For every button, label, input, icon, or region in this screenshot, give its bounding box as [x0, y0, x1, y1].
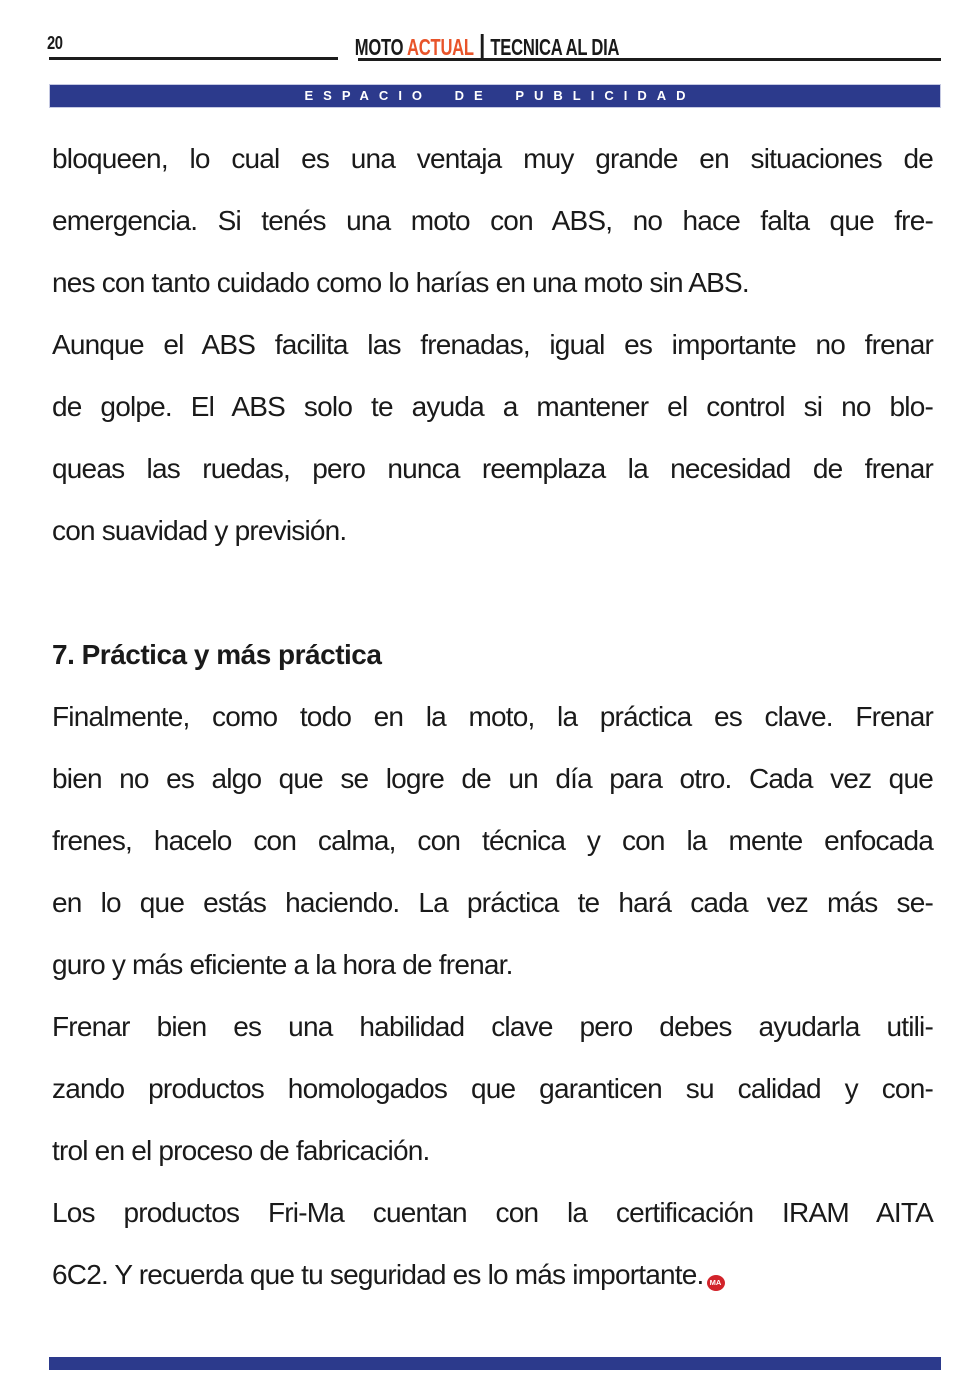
- body-line: frenes, hacelo con calma, con técnica y con la mente enfocada: [52, 825, 933, 856]
- body-line: Los productos Fri-Ma cuentan con la certificación IRAM AITA: [52, 1197, 933, 1228]
- page-number: 20: [47, 33, 63, 53]
- magazine-end-badge-icon: MA: [707, 1275, 725, 1291]
- body-line: queas las ruedas, pero nunca reemplaza la necesidad de frenar: [52, 453, 933, 484]
- advertising-banner: [49, 84, 941, 108]
- advertising-banner-label: ESPACIO DE PUBLICIDAD: [304, 88, 696, 103]
- header-separator-bar: [481, 34, 484, 60]
- body-line-text: 6C2. Y recuerda que tu seguridad es lo más importante.: [52, 1259, 704, 1290]
- body-line: Frenar bien es una habilidad clave pero debes ayudarla utili-: [52, 1011, 933, 1042]
- article-body: [52, 128, 933, 1306]
- body-line: nes con tanto cuidado como lo harías en una moto sin ABS.: [52, 267, 749, 298]
- body-line: en lo que estás haciendo. La práctica te hará cada vez más se-: [52, 887, 933, 918]
- body-line: con suavidad y previsión.: [52, 515, 347, 546]
- body-line-last: [52, 1244, 933, 1306]
- body-line: guro y más eficiente a la hora de frenar.: [52, 949, 513, 980]
- body-line: emergencia. Si tenés una moto con ABS, no hace falta que fre-: [52, 205, 933, 236]
- body-line: bloqueen, lo cual es una ventaja muy grande en situaciones de: [52, 143, 933, 174]
- body-line: Aunque el ABS facilita las frenadas, igual es importante no frenar: [52, 329, 933, 360]
- section-title: TECNICA AL DIA: [490, 34, 620, 60]
- footer-bar: [49, 1357, 941, 1370]
- body-line: bien no es algo que se logre de un día para otro. Cada vez que: [52, 763, 933, 794]
- section-heading: 7. Práctica y más práctica: [52, 639, 382, 670]
- brand-name-accent: ACTUAL: [407, 34, 474, 60]
- body-line: zando productos homologados que garanticen su calidad y con-: [52, 1073, 933, 1104]
- body-line: de golpe. El ABS solo te ayuda a mantener el control si no blo-: [52, 391, 933, 422]
- body-line: Finalmente, como todo en la moto, la práctica es clave. Frenar: [52, 701, 933, 732]
- brand-name: MOTO: [354, 34, 404, 60]
- body-line: trol en el proceso de fabricación.: [52, 1135, 430, 1166]
- header-rule-left: [49, 57, 338, 60]
- magazine-header-title: [355, 34, 619, 59]
- paragraph-spacer: [52, 562, 933, 624]
